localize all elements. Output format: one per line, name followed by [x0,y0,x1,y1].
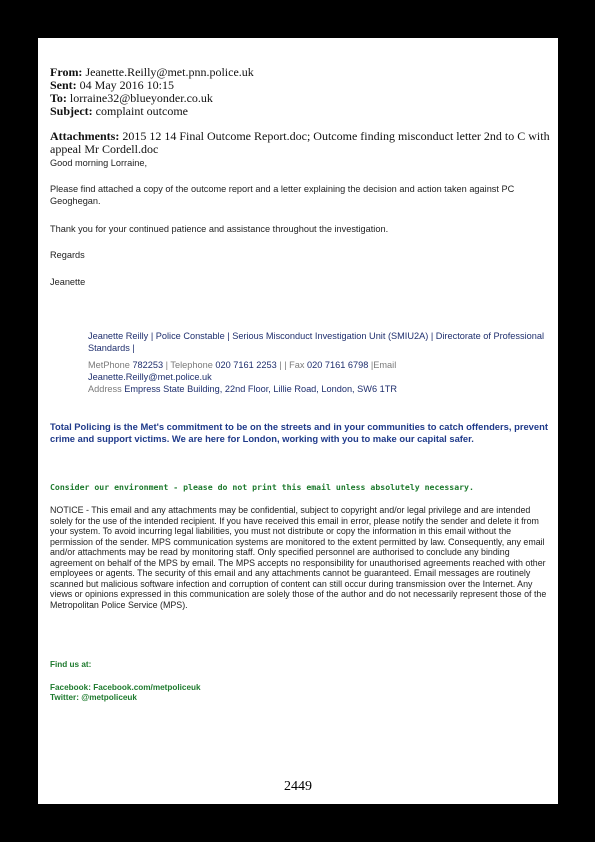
metphone-value: 782253 [132,360,164,370]
subject-line [50,105,188,118]
greeting: Good morning Lorraine, [50,158,148,168]
subject-value: complaint outcome [95,104,188,118]
facebook-link[interactable]: Facebook: Facebook.com/metpoliceuk [50,683,201,692]
to-value: lorraine32@blueyonder.co.uk [69,91,213,105]
find-us-label: Find us at: [50,660,92,669]
sent-value: 04 May 2016 10:15 [79,78,175,92]
subject-label: Subject: [50,104,93,118]
document-page [38,38,558,804]
regards: Regards [50,250,85,260]
telephone-label: | Telephone [163,360,216,370]
telephone-value: 020 7161 2253 [215,360,277,370]
from-value: Jeanette.Reilly@met.pnn.police.uk [85,65,254,79]
signature-address [88,384,558,396]
signature-email-link[interactable]: Jeanette.Reilly@met.police.uk [88,372,212,382]
environment-notice: Consider our environment - please do not print this email unless absolutely necessary. [50,482,474,492]
fax-label: | | Fax [276,360,308,370]
body-paragraph-1: Please find attached a copy of the outcome report and a letter explaining the decision and action taken against PC Geoghegan. [50,184,515,206]
attachments-value: 2015 12 14 Final Outcome Report.doc; Outcome finding misconduct letter 2nd to C with appeal Mr Cordell.doc [50,129,550,156]
sender-name: Jeanette [50,277,86,287]
total-policing-statement: Total Policing is the Met's commitment to be on the streets and in your communities to catch offenders, prevent crime and support victims. We are here for London, working with you to make our capital safer. [50,421,548,444]
to-label: To: [50,91,67,105]
legal-notice: NOTICE - This email and any attachments may be confidential, subject to copyright and/or legal privilege and are intended solely for the use of the intended recipient. If you have received this email in error, please notify the sender and delete it from your system. To avoid incurring legal liabilities, you must not distribute or copy the information in this email without the permission of the sender. MPS communication systems are monitored to the extent permitted by law. Consequently, any email and/or attachments may be read by monitoring staff. Only specified personnel are authorised to conclude any binding agreement on behalf of the MPS by email. The MPS accepts no responsibility for unauthorised agreements reached with other employees or agents. The security of this email and any attachments cannot be guaranteed. Email messages are routinely scanned but malicious software infection and corruption of content can still occur during transmission over the Internet. Any views or opinions expressed in this communication are solely those of the author and do not necessarily represent those of the Metropolitan Police Service (MPS). [50,505,547,610]
address-label: Address [88,384,125,394]
metphone-label: MetPhone [88,360,133,370]
fax-value: 020 7161 6798 [307,360,369,370]
sent-label: Sent: [50,78,77,92]
signature-title: Jeanette Reilly | Police Constable | Serious Misconduct Investigation Unit (SMIU2A) | Directorate of Professional Standards | [88,331,545,353]
email-label: |Email [368,360,397,370]
body-paragraph-2: Thank you for your continued patience and assistance throughout the investigation. [50,224,389,234]
from-label: From: [50,65,83,79]
signature-phones [88,360,558,372]
attachments-line [50,130,550,156]
attachments-label: Attachments: [50,129,120,143]
twitter-link[interactable]: Twitter: @metpoliceuk [50,693,137,702]
page-number: 2449 [284,779,312,794]
address-value: Empress State Building, 22nd Floor, Lillie Road, London, SW6 1TR [124,384,397,394]
